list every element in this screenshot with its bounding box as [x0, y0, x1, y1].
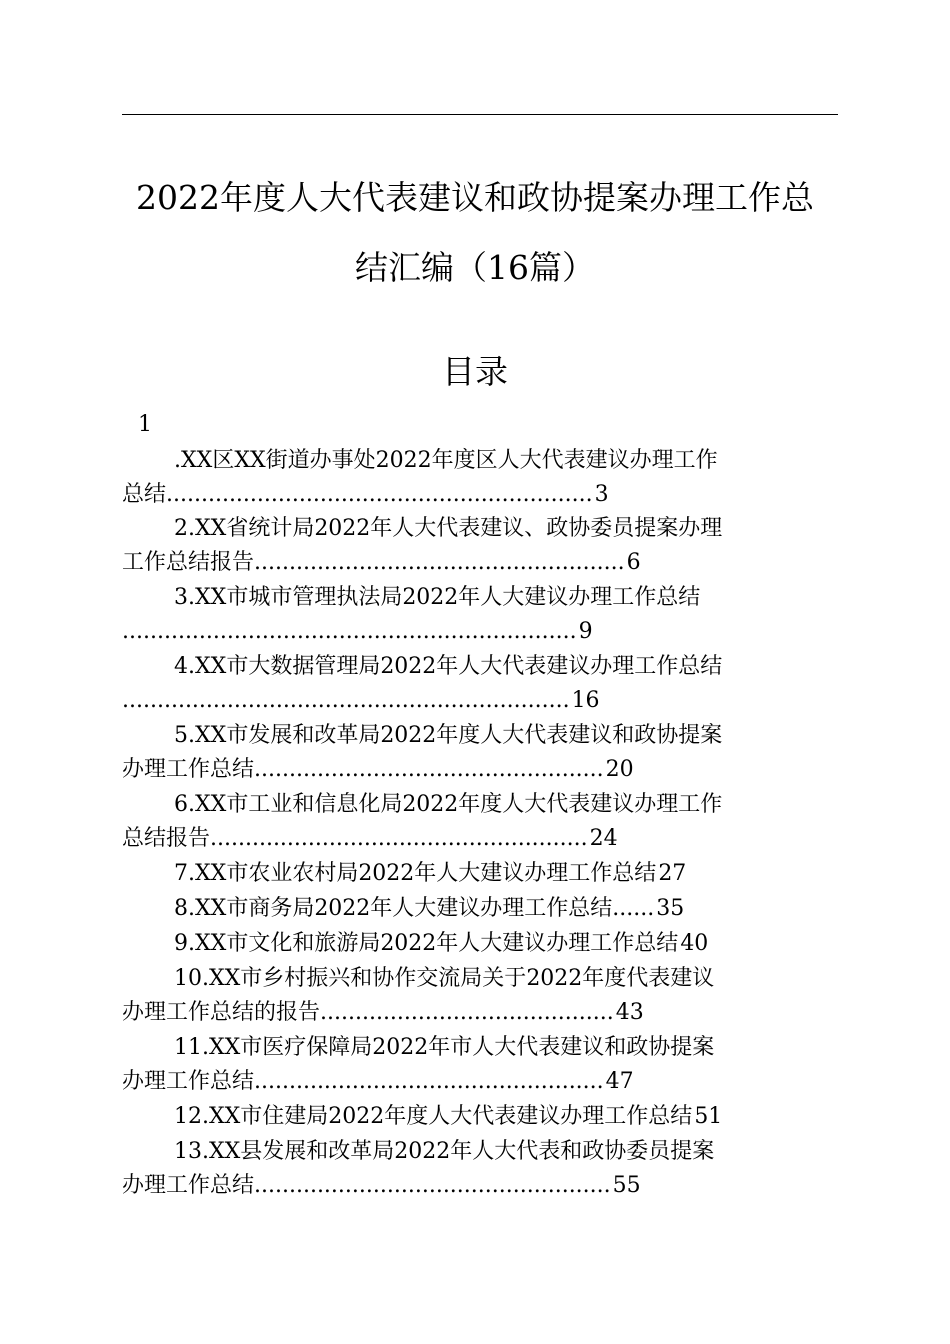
toc-entry-3-line-2[interactable]: .................................................................9 [122, 619, 593, 644]
toc-entry-13-line-1[interactable]: 13.XX县发展和改革局2022年人大代表和政协委员提案 [174, 1139, 715, 1164]
toc-lead-number: 1 [138, 412, 152, 437]
toc-entry-13-line-2[interactable]: 办理工作总结...................................................55 [122, 1173, 641, 1198]
toc-entry-2-line-1[interactable]: 2.XX省统计局2022年人大代表建议、政协委员提案办理 [174, 516, 723, 541]
toc-entry-4-line-1[interactable]: 4.XX市大数据管理局2022年人大代表建议办理工作总结 [174, 654, 723, 679]
toc-entry-10-line-1[interactable]: 10.XX市乡村振兴和协作交流局关于2022年度代表建议 [174, 966, 715, 991]
toc-entry-9[interactable]: 9.XX市文化和旅游局2022年人大建议办理工作总结40 [174, 931, 709, 956]
toc-entry-6-line-2[interactable]: 总结报告......................................................24 [122, 826, 618, 851]
toc-entry-5-line-2[interactable]: 办理工作总结..................................................20 [122, 757, 634, 782]
document-title-line-1: 2022年度人大代表建议和政协提案办理工作总 [136, 178, 814, 217]
toc-entry-4-line-2[interactable]: ................................................................16 [122, 688, 600, 713]
toc-entry-1-line-1[interactable]: .XX区XX街道办事处2022年度区人大代表建议办理工作 [174, 448, 718, 473]
toc-entry-5-line-1[interactable]: 5.XX市发展和改革局2022年度人大代表建议和政协提案 [174, 723, 723, 748]
toc-entry-6-line-1[interactable]: 6.XX市工业和信息化局2022年度人大代表建议办理工作 [174, 792, 723, 817]
toc-entry-2-line-2[interactable]: 工作总结报告.....................................................6 [122, 550, 641, 575]
toc-entry-11-line-2[interactable]: 办理工作总结..................................................47 [122, 1069, 634, 1094]
toc-entry-10-line-2[interactable]: 办理工作总结的报告..........................................43 [122, 1000, 644, 1025]
toc-heading: 目录 [442, 352, 508, 391]
header-rule [122, 114, 838, 115]
toc-entry-1-line-2[interactable]: 总结.............................................................3 [122, 482, 609, 507]
toc-entry-3-line-1[interactable]: 3.XX市城市管理执法局2022年人大建议办理工作总结 [174, 585, 701, 610]
toc-entry-7[interactable]: 7.XX市农业农村局2022年人大建议办理工作总结27 [174, 861, 687, 886]
document-title-line-2: 结汇编（16篇） [355, 248, 595, 287]
toc-entry-12[interactable]: 12.XX市住建局2022年度人大代表建议办理工作总结51 [174, 1104, 723, 1129]
toc-entry-8[interactable]: 8.XX市商务局2022年人大建议办理工作总结......35 [174, 896, 685, 921]
toc-entry-11-line-1[interactable]: 11.XX市医疗保障局2022年市人大代表建议和政协提案 [174, 1035, 715, 1060]
